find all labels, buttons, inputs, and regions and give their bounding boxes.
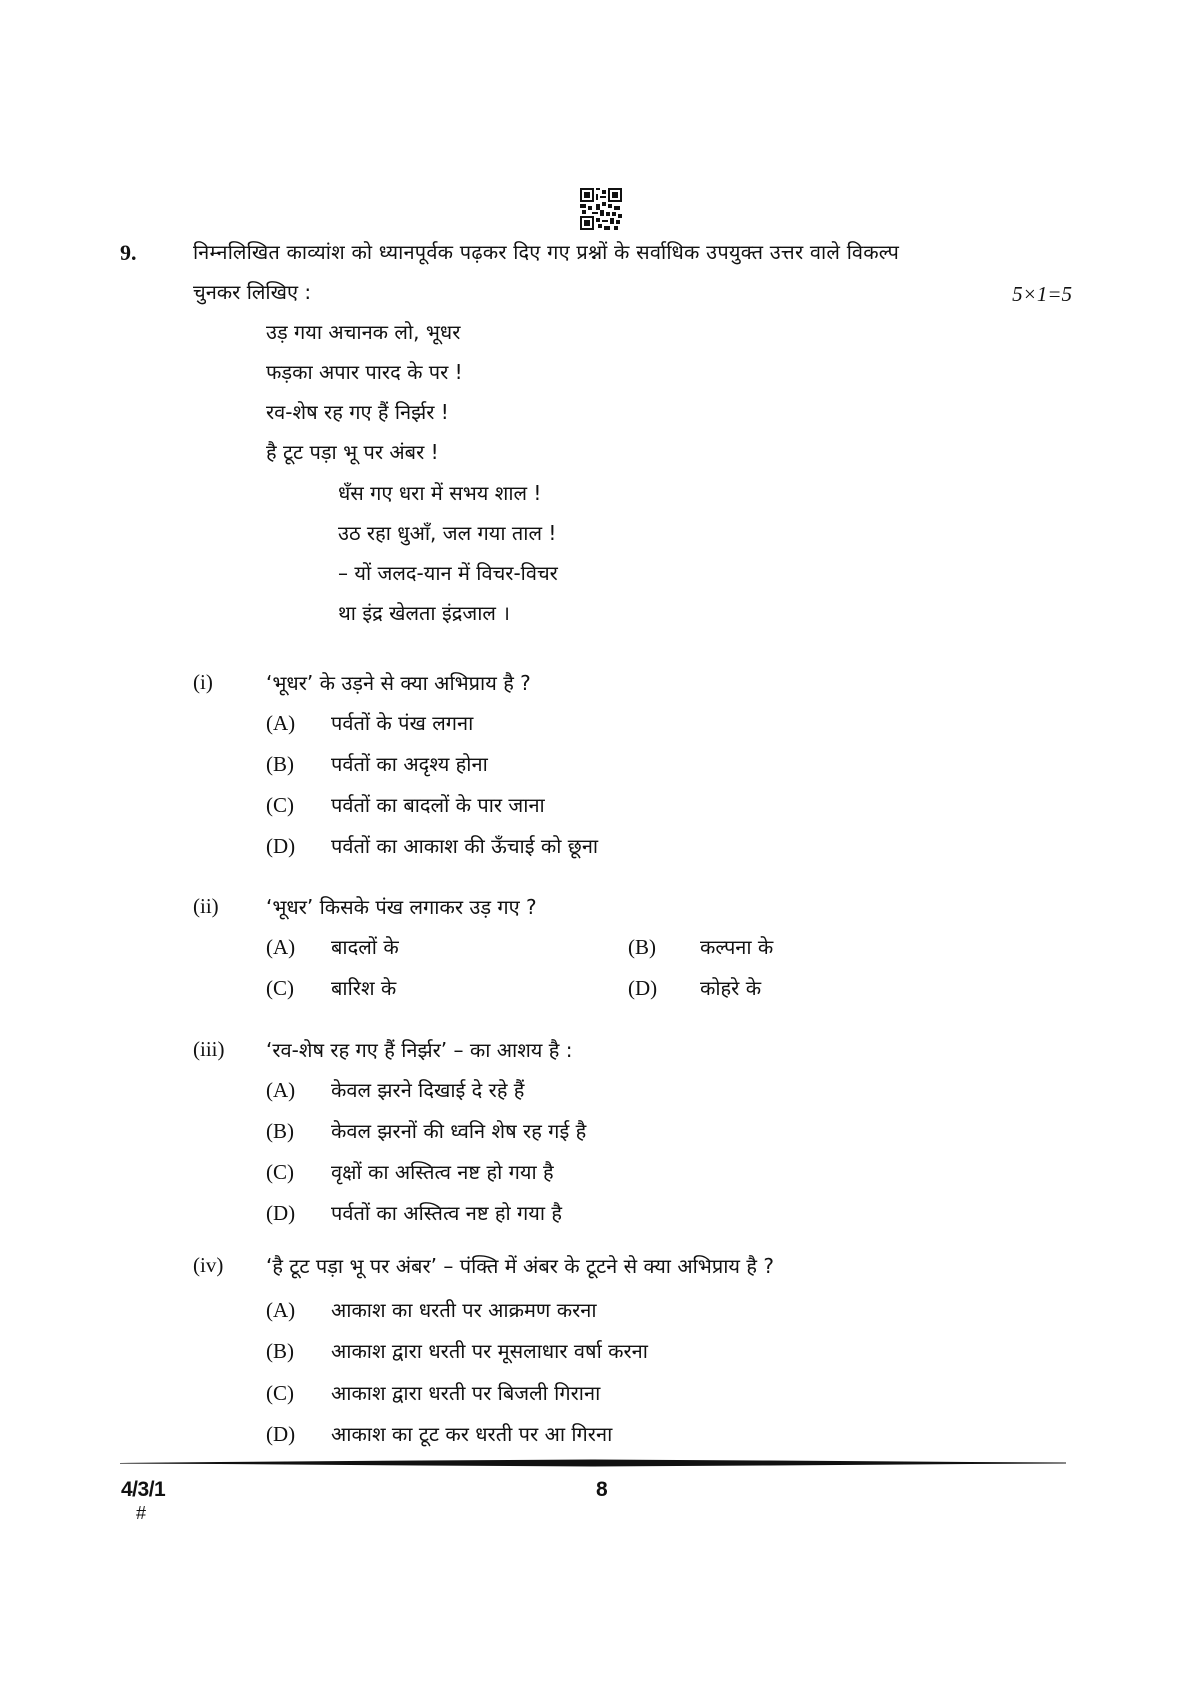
option-label: (A) — [266, 1078, 296, 1102]
option-text: बादलों के — [331, 935, 399, 959]
marks-allocation: 5×1=5 — [1012, 282, 1072, 306]
question-instruction-line1: निम्नलिखित काव्यांश को ध्यानपूर्वक पढ़कर दिए गए प्रश्नों के सर्वाधिक उपयुक्त उत्तर वाले विकल्प — [193, 240, 900, 264]
option-label: (D) — [628, 976, 658, 1000]
subquestion-number: (iii) — [193, 1037, 225, 1061]
option-text: आकाश द्वारा धरती पर मूसलाधार वर्षा करना — [331, 1339, 648, 1363]
option-text: पर्वतों का अदृश्य होना — [331, 752, 488, 776]
option-text: केवल झरने दिखाई दे रहे हैं — [331, 1078, 525, 1102]
paper-code: 4/3/1 — [121, 1478, 166, 1501]
poem-line: उठ रहा धुआँ, जल गया ताल ! — [338, 521, 557, 545]
option-label: (A) — [266, 1298, 296, 1322]
option-label: (C) — [266, 793, 294, 817]
option-text: केवल झरनों की ध्वनि शेष रह गई है — [331, 1119, 587, 1143]
subquestion-number: (iv) — [193, 1253, 224, 1277]
subquestion-text: ‘भूधर’ के उड़ने से क्या अभिप्राय है ? — [266, 671, 531, 695]
question-instruction-line2: चुनकर लिखिए : — [193, 280, 312, 304]
subquestion-text: ‘भूधर’ किसके पंख लगाकर उड़ गए ? — [266, 895, 537, 919]
question-number: 9. — [120, 240, 137, 265]
option-text: कोहरे के — [700, 976, 762, 1000]
subquestion-text: ‘रव-शेष रह गए हैं निर्झर’ – का आशय है : — [266, 1038, 573, 1062]
poem-line: उड़ गया अचानक लो, भूधर — [266, 320, 461, 344]
option-text: बारिश के — [331, 976, 397, 1000]
option-text: पर्वतों का बादलों के पार जाना — [331, 793, 545, 817]
subquestion-number: (ii) — [193, 894, 219, 918]
option-text: कल्पना के — [700, 935, 774, 959]
paper-hash-mark: # — [136, 1503, 147, 1523]
poem-line: है टूट पड़ा भू पर अंबर ! — [266, 440, 439, 464]
option-label: (B) — [628, 935, 656, 959]
option-text: आकाश द्वारा धरती पर बिजली गिराना — [331, 1381, 601, 1405]
option-text: पर्वतों के पंख लगना — [331, 711, 474, 735]
option-label: (B) — [266, 752, 294, 776]
option-label: (D) — [266, 1422, 296, 1446]
option-text: पर्वतों का आकाश की ऊँचाई को छूना — [331, 834, 599, 858]
footer-divider — [120, 1458, 1066, 1468]
poem-line: था इंद्र खेलता इंद्रजाल । — [338, 601, 510, 625]
poem-line: – यों जलद-यान में विचर-विचर — [338, 561, 558, 585]
subquestion-number: (i) — [193, 670, 213, 694]
qr-code-icon — [580, 188, 622, 230]
option-label: (C) — [266, 976, 294, 1000]
option-label: (A) — [266, 711, 296, 735]
option-label: (C) — [266, 1160, 294, 1184]
option-text: आकाश का टूट कर धरती पर आ गिरना — [331, 1422, 613, 1446]
poem-line: फड़का अपार पारद के पर ! — [266, 360, 463, 384]
poem-line: रव-शेष रह गए हैं निर्झर ! — [266, 400, 449, 424]
option-label: (C) — [266, 1381, 294, 1405]
option-text: वृक्षों का अस्तित्व नष्ट हो गया है — [331, 1160, 554, 1184]
option-label: (D) — [266, 1201, 296, 1225]
option-label: (D) — [266, 834, 296, 858]
option-label: (B) — [266, 1339, 294, 1363]
option-text: आकाश का धरती पर आक्रमण करना — [331, 1298, 597, 1322]
option-label: (A) — [266, 935, 296, 959]
option-label: (B) — [266, 1119, 294, 1143]
poem-line: धँस गए धरा में सभय शाल ! — [338, 481, 542, 505]
option-text: पर्वतों का अस्तित्व नष्ट हो गया है — [331, 1201, 563, 1225]
subquestion-text: ‘है टूट पड़ा भू पर अंबर’ – पंक्ति में अंबर के टूटने से क्या अभिप्राय है ? — [266, 1254, 774, 1278]
page-number: 8 — [596, 1478, 608, 1501]
